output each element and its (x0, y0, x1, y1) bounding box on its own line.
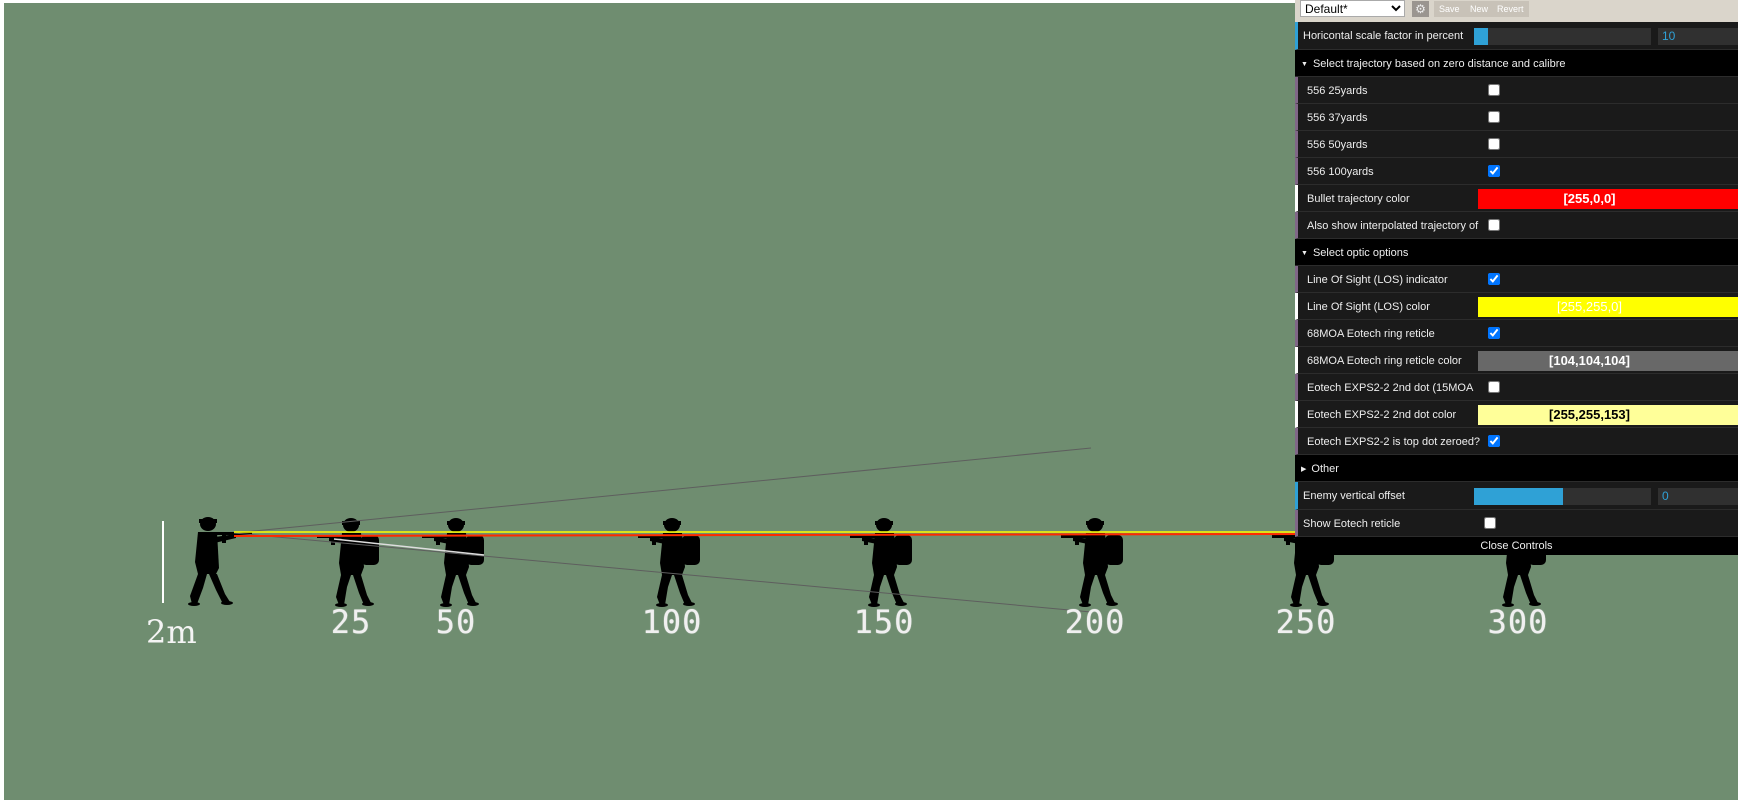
folder-optic[interactable] (1295, 239, 1738, 266)
interp-label: Also show interpolated trajectory of (1307, 220, 1479, 232)
los-color-swatch[interactable]: [255,255,0] (1478, 297, 1738, 317)
second-dot-color-swatch[interactable]: [255,255,153] (1478, 405, 1738, 425)
traj-100-checkbox[interactable] (1488, 165, 1500, 177)
folder-other-label: Other (1311, 463, 1339, 475)
los-indicator-row (1295, 266, 1738, 293)
ring-label: 68MOA Eotech ring reticle (1307, 328, 1435, 340)
show-reticle-label: Show Eotech reticle (1303, 518, 1401, 530)
hscale-label: Horicontal scale factor in percent (1303, 30, 1464, 42)
interp-row (1295, 212, 1738, 239)
enemy-offset-slider-fill (1474, 488, 1563, 505)
hscale-input[interactable]: 10 (1658, 28, 1738, 45)
controls-panel (1295, 0, 1738, 555)
interp-checkbox[interactable] (1488, 219, 1500, 231)
enemy-offset-row (1295, 482, 1738, 510)
shooter-figure (188, 517, 252, 606)
ring-row (1295, 320, 1738, 347)
traj-50-label: 556 50yards (1307, 139, 1368, 151)
show-reticle-checkbox[interactable] (1484, 517, 1496, 529)
distance-label-100: 100 (641, 603, 703, 641)
traj-100-label: 556 100yards (1307, 166, 1374, 178)
traj-37-checkbox[interactable] (1488, 111, 1500, 123)
los-color-label: Line Of Sight (LOS) color (1307, 301, 1430, 313)
revert-button[interactable]: Revert (1492, 1, 1529, 17)
new-button[interactable]: New (1465, 1, 1493, 17)
distance-label-150: 150 (853, 603, 915, 641)
ring-color-row (1295, 347, 1738, 374)
traj-50-checkbox[interactable] (1488, 138, 1500, 150)
caret-right-icon: ▶ (1301, 466, 1307, 473)
top-dot-checkbox[interactable] (1488, 435, 1500, 447)
traj-37-label: 556 37yards (1307, 112, 1368, 124)
gear-icon[interactable]: ⚙ (1412, 1, 1429, 17)
preset-select[interactable] (1300, 0, 1405, 17)
distance-label-200: 200 (1064, 603, 1126, 641)
scale-label: 2m (146, 613, 197, 651)
bullet-color-label: Bullet trajectory color (1307, 193, 1410, 205)
bullet-color-row (1295, 185, 1738, 212)
hscale-slider-fill (1474, 28, 1488, 45)
los-indicator-label: Line Of Sight (LOS) indicator (1307, 274, 1448, 286)
los-color-row (1295, 293, 1738, 320)
distance-label-25: 25 (330, 603, 372, 641)
enemy-offset-slider[interactable] (1474, 488, 1651, 505)
second-dot-row (1295, 374, 1738, 401)
second-dot-checkbox[interactable] (1488, 381, 1500, 393)
hscale-slider[interactable] (1474, 28, 1651, 45)
traj-25-row (1295, 77, 1738, 104)
folder-trajectory[interactable] (1295, 50, 1738, 77)
caret-down-icon: ▼ (1301, 61, 1308, 68)
bullet-trajectory-line (234, 534, 1304, 536)
enemy-offset-label: Enemy vertical offset (1303, 490, 1405, 502)
traj-100-row (1295, 158, 1738, 185)
hscale-row (1295, 22, 1738, 50)
distance-label-250: 250 (1275, 603, 1337, 641)
ring-checkbox[interactable] (1488, 327, 1500, 339)
traj-50-row (1295, 131, 1738, 158)
distance-label-50: 50 (435, 603, 477, 641)
folder-other[interactable] (1295, 455, 1738, 482)
ring-upper-line (234, 448, 1091, 533)
traj-25-checkbox[interactable] (1488, 84, 1500, 96)
distance-label-300: 300 (1487, 603, 1549, 641)
close-controls-button[interactable]: Close Controls (1295, 537, 1738, 555)
preset-row (1295, 0, 1738, 22)
save-button[interactable]: Save (1434, 1, 1465, 17)
folder-trajectory-label: Select trajectory based on zero distance and calibre (1312, 58, 1566, 70)
second-dot-color-label: Eotech EXPS2-2 2nd dot color (1307, 409, 1457, 421)
enemy-offset-input[interactable]: 0 (1658, 488, 1738, 505)
los-indicator-checkbox[interactable] (1488, 273, 1500, 285)
top-dot-label: Eotech EXPS2-2 is top dot zeroed? (1307, 436, 1481, 448)
traj-37-row (1295, 104, 1738, 131)
ring-color-label: 68MOA Eotech ring reticle color (1307, 355, 1462, 367)
bullet-color-swatch[interactable]: [255,0,0] (1478, 189, 1738, 209)
caret-down-icon: ▼ (1301, 250, 1308, 257)
folder-optic-label: Select optic options (1312, 247, 1409, 259)
top-dot-row (1295, 428, 1738, 455)
second-dot-label: Eotech EXPS2-2 2nd dot (15MOA (1307, 382, 1474, 394)
show-reticle-row (1295, 510, 1738, 537)
second-dot-color-row (1295, 401, 1738, 428)
traj-25-label: 556 25yards (1307, 85, 1368, 97)
ring-color-swatch[interactable]: [104,104,104] (1478, 351, 1738, 371)
